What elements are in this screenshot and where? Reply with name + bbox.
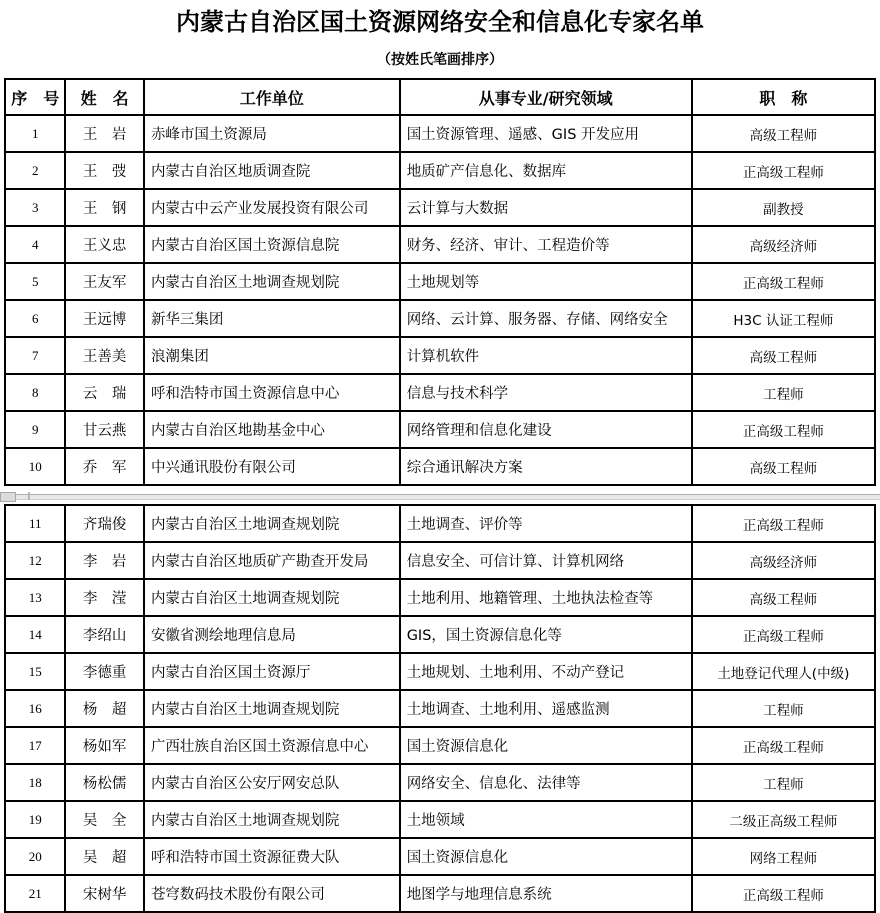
table-row: [5, 838, 875, 875]
cell-field: 土地利用、地籍管理、土地执法检查等: [400, 579, 692, 616]
cell-field: 云计算与大数据: [400, 189, 692, 226]
cell-no: 1: [5, 115, 65, 152]
cell-title: 二级正高级工程师: [692, 801, 875, 838]
header-cell-no: 序 号: [5, 79, 65, 115]
table-row: [5, 189, 875, 226]
cell-name: 甘云燕: [65, 411, 144, 448]
cell-no: 19: [5, 801, 65, 838]
cell-name: 王 钢: [65, 189, 144, 226]
header-cell-title: 职 称: [692, 79, 875, 115]
table-row: [5, 801, 875, 838]
table-row: [5, 374, 875, 411]
cell-unit: 内蒙古自治区国土资源厅: [144, 653, 400, 690]
table-row: [5, 505, 875, 542]
cell-unit: 内蒙古自治区地勘基金中心: [144, 411, 400, 448]
table-row: [5, 579, 875, 616]
cell-field: 国土资源信息化: [400, 727, 692, 764]
cell-title: 工程师: [692, 374, 875, 411]
cell-name: 云 瑞: [65, 374, 144, 411]
cell-name: 李德重: [65, 653, 144, 690]
cell-no: 21: [5, 875, 65, 912]
cell-name: 齐瑞俊: [65, 505, 144, 542]
cell-unit: 新华三集团: [144, 300, 400, 337]
cell-field: 土地规划等: [400, 263, 692, 300]
table-row: [5, 875, 875, 912]
cell-unit: 内蒙古自治区土地调查规划院: [144, 801, 400, 838]
expert-table-lower: [4, 504, 876, 913]
cell-name: 李 岩: [65, 542, 144, 579]
cell-unit: 中兴通讯股份有限公司: [144, 448, 400, 485]
cell-no: 17: [5, 727, 65, 764]
cell-field: 土地领域: [400, 801, 692, 838]
table-row: [5, 690, 875, 727]
cell-name: 王善美: [65, 337, 144, 374]
cell-field: 综合通讯解决方案: [400, 448, 692, 485]
cell-name: 王 弢: [65, 152, 144, 189]
table-row: [5, 263, 875, 300]
cell-title: 土地登记代理人(中级): [692, 653, 875, 690]
cell-name: 杨如军: [65, 727, 144, 764]
cell-field: 网络安全、信息化、法律等: [400, 764, 692, 801]
cell-title: 正高级工程师: [692, 505, 875, 542]
cell-unit: 内蒙古自治区土地调查规划院: [144, 579, 400, 616]
cell-title: 工程师: [692, 690, 875, 727]
cell-unit: 内蒙古自治区地质调查院: [144, 152, 400, 189]
cell-title: 正高级工程师: [692, 875, 875, 912]
cell-field: 信息与技术科学: [400, 374, 692, 411]
cell-title: 高级经济师: [692, 542, 875, 579]
cell-unit: 赤峰市国土资源局: [144, 115, 400, 152]
cell-field: 网络管理和信息化建设: [400, 411, 692, 448]
cell-field: 计算机软件: [400, 337, 692, 374]
cell-title: 高级工程师: [692, 115, 875, 152]
cell-name: 李 滢: [65, 579, 144, 616]
cell-no: 2: [5, 152, 65, 189]
table-row: [5, 152, 875, 189]
cell-name: 杨松儒: [65, 764, 144, 801]
cell-field: 土地规划、土地利用、不动产登记: [400, 653, 692, 690]
table-row: [5, 448, 875, 485]
page-subtitle: （按姓氏笔画排序）: [377, 52, 503, 68]
cell-unit: 内蒙古自治区土地调查规划院: [144, 690, 400, 727]
cell-no: 7: [5, 337, 65, 374]
table-row: [5, 337, 875, 374]
cell-title: 副教授: [692, 189, 875, 226]
cell-title: 高级经济师: [692, 226, 875, 263]
cell-no: 20: [5, 838, 65, 875]
cell-unit: 内蒙古自治区土地调查规划院: [144, 263, 400, 300]
table-row: [5, 764, 875, 801]
cell-title: 正高级工程师: [692, 411, 875, 448]
table-seam: [0, 486, 880, 504]
cell-no: 8: [5, 374, 65, 411]
table-row: [5, 300, 875, 337]
page-title: 内蒙古自治区国土资源网络安全和信息化专家名单: [176, 8, 704, 36]
cell-no: 16: [5, 690, 65, 727]
table-row: [5, 653, 875, 690]
cell-no: 4: [5, 226, 65, 263]
cell-title: 正高级工程师: [692, 263, 875, 300]
cell-name: 王 岩: [65, 115, 144, 152]
header-cell-name: 姓 名: [65, 79, 144, 115]
cell-no: 15: [5, 653, 65, 690]
cell-no: 9: [5, 411, 65, 448]
cell-field: 地质矿产信息化、数据库: [400, 152, 692, 189]
seam-tick: [28, 492, 30, 500]
cell-no: 10: [5, 448, 65, 485]
cell-title: 正高级工程师: [692, 152, 875, 189]
header-cell-field: 从事专业/研究领域: [400, 79, 692, 115]
cell-name: 李绍山: [65, 616, 144, 653]
cell-title: H3C 认证工程师: [692, 300, 875, 337]
cell-unit: 内蒙古中云产业发展投资有限公司: [144, 189, 400, 226]
expert-table-upper: [4, 78, 876, 486]
table-row: [5, 115, 875, 152]
cell-name: 乔 军: [65, 448, 144, 485]
cell-title: 正高级工程师: [692, 616, 875, 653]
table-row: [5, 616, 875, 653]
cell-field: 地图学与地理信息系统: [400, 875, 692, 912]
cell-no: 14: [5, 616, 65, 653]
table-row: [5, 226, 875, 263]
cell-title: 工程师: [692, 764, 875, 801]
cell-unit: 内蒙古自治区公安厅网安总队: [144, 764, 400, 801]
cell-title: 正高级工程师: [692, 727, 875, 764]
cell-field: GIS，国土资源信息化等: [400, 616, 692, 653]
cell-name: 王友军: [65, 263, 144, 300]
cell-title: 高级工程师: [692, 337, 875, 374]
cell-no: 6: [5, 300, 65, 337]
cell-field: 土地调查、土地利用、遥感监测: [400, 690, 692, 727]
header-cell-unit: 工作单位: [144, 79, 400, 115]
cell-field: 财务、经济、审计、工程造价等: [400, 226, 692, 263]
cell-unit: 内蒙古自治区地质矿产勘查开发局: [144, 542, 400, 579]
seam-band: [0, 494, 880, 500]
cell-unit: 内蒙古自治区土地调查规划院: [144, 505, 400, 542]
cell-unit: 苍穹数码技术股份有限公司: [144, 875, 400, 912]
cell-field: 信息安全、可信计算、计算机网络: [400, 542, 692, 579]
cell-no: 11: [5, 505, 65, 542]
cell-unit: 安徽省测绘地理信息局: [144, 616, 400, 653]
seam-notch: [0, 492, 16, 502]
table-row: [5, 727, 875, 764]
cell-no: 3: [5, 189, 65, 226]
cell-name: 吴 超: [65, 838, 144, 875]
cell-no: 5: [5, 263, 65, 300]
cell-no: 12: [5, 542, 65, 579]
cell-unit: 广西壮族自治区国土资源信息中心: [144, 727, 400, 764]
cell-no: 13: [5, 579, 65, 616]
cell-field: 国土资源管理、遥感、GIS 开发应用: [400, 115, 692, 152]
cell-unit: 内蒙古自治区国土资源信息院: [144, 226, 400, 263]
cell-title: 网络工程师: [692, 838, 875, 875]
table-header-row: [5, 79, 875, 115]
table-row: [5, 542, 875, 579]
cell-name: 吴 全: [65, 801, 144, 838]
cell-unit: 呼和浩特市国土资源征费大队: [144, 838, 400, 875]
cell-field: 土地调查、评价等: [400, 505, 692, 542]
cell-field: 网络、云计算、服务器、存储、网络安全: [400, 300, 692, 337]
cell-field: 国土资源信息化: [400, 838, 692, 875]
cell-unit: 呼和浩特市国土资源信息中心: [144, 374, 400, 411]
table-row: [5, 411, 875, 448]
cell-name: 杨 超: [65, 690, 144, 727]
cell-unit: 浪潮集团: [144, 337, 400, 374]
cell-no: 18: [5, 764, 65, 801]
cell-title: 高级工程师: [692, 579, 875, 616]
cell-title: 高级工程师: [692, 448, 875, 485]
cell-name: 宋树华: [65, 875, 144, 912]
cell-name: 王义忠: [65, 226, 144, 263]
cell-name: 王远博: [65, 300, 144, 337]
